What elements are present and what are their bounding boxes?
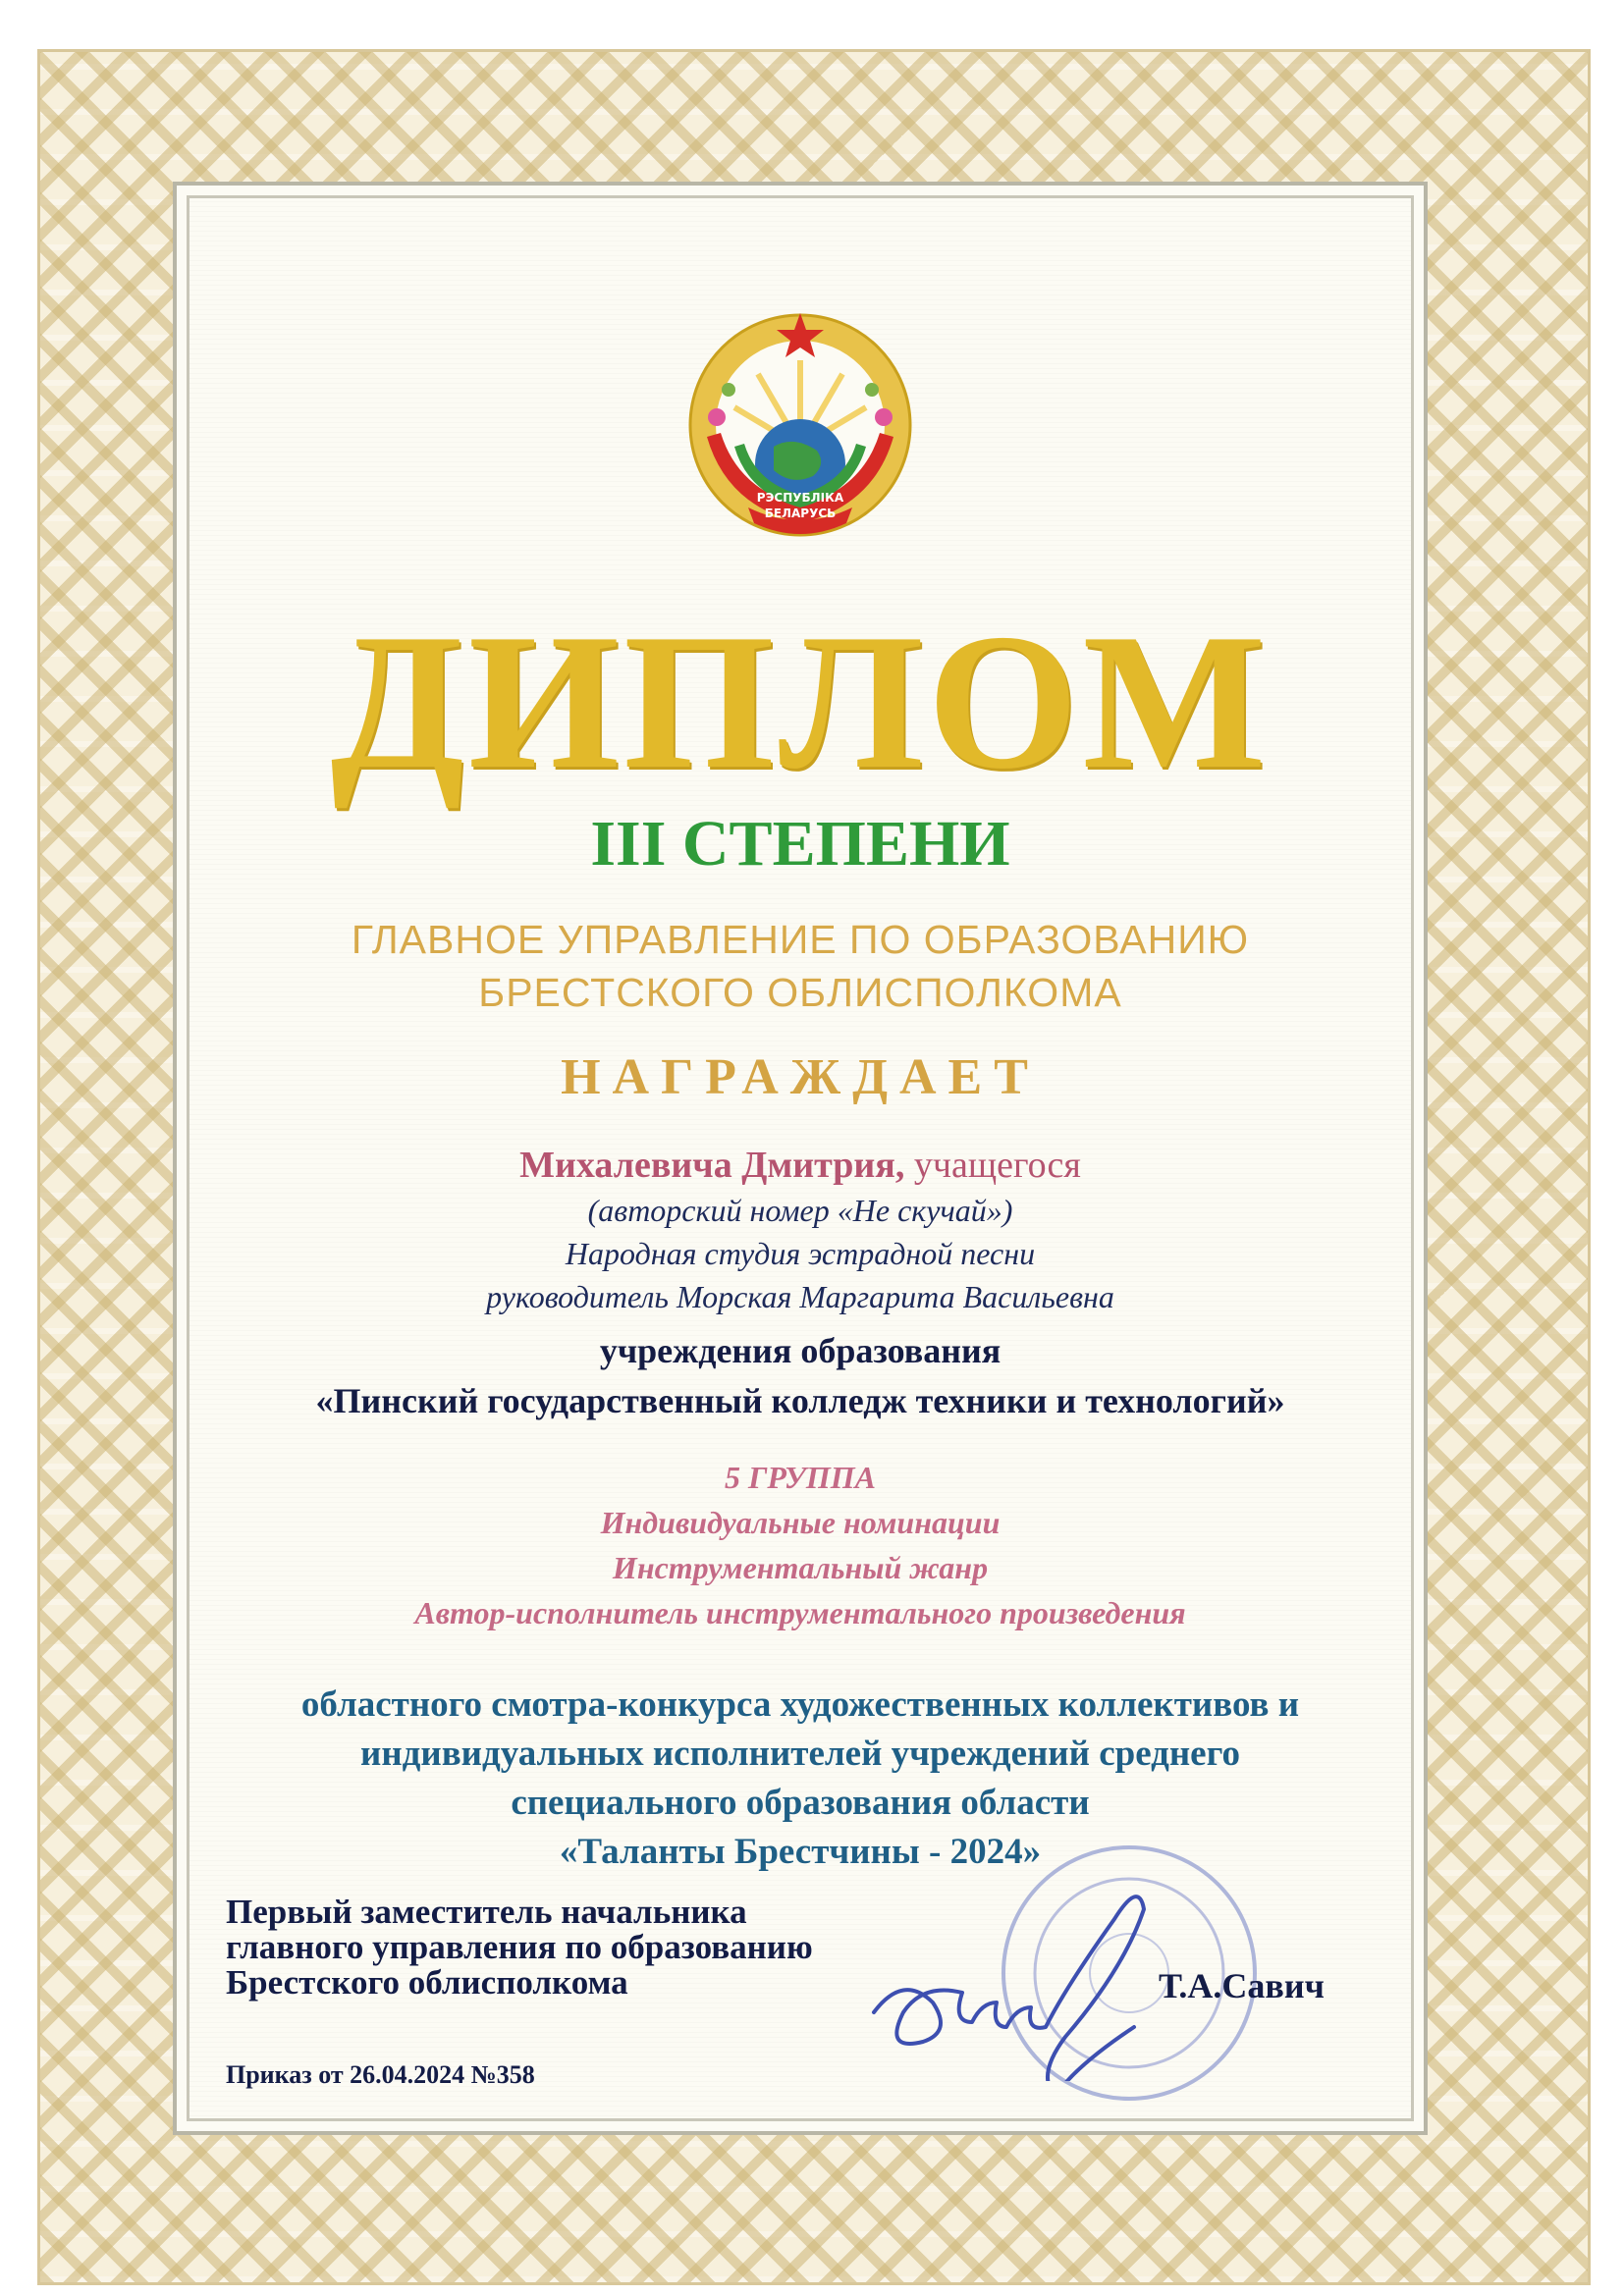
order-reference: Приказ от 26.04.2024 №358 xyxy=(226,2060,535,2089)
emblem-ribbon-text-1: РЭСПУБЛІКА xyxy=(756,491,844,505)
signer-name: Т.А.Савич xyxy=(1159,1966,1325,2005)
recipient-name: Михалевича Дмитрия, xyxy=(519,1145,905,1186)
awarding-organization xyxy=(173,913,1428,1019)
signer-position-line-2: главного управления по образованию xyxy=(226,1928,813,1966)
contest-line-1: областного смотра-конкурса художественных коллективов и xyxy=(300,1684,1300,1725)
nomination-title: Автор-исполнитель инструментального произведения xyxy=(414,1595,1186,1630)
recipient-line xyxy=(173,1144,1428,1187)
institution-label: учреждения образования xyxy=(599,1331,1001,1370)
belarus-coat-of-arms-icon xyxy=(677,299,923,545)
nomination-group: 5 ГРУППА xyxy=(725,1460,876,1495)
contest-line-2: индивидуальных исполнителей учреждений среднего xyxy=(360,1734,1240,1774)
signer-position xyxy=(226,1895,1011,2001)
recipient-studio: Народная студия эстрадной песни xyxy=(565,1236,1036,1271)
signer-position-line-3: Брестского облисполкома xyxy=(226,1963,628,2002)
awards-heading: НАГРАЖДАЕТ xyxy=(561,1049,1040,1105)
diploma-degree: III СТЕПЕНИ xyxy=(590,808,1010,880)
recipient-role: учащегося xyxy=(904,1145,1081,1186)
nomination-category: Индивидуальные номинации xyxy=(600,1505,1001,1540)
emblem-ribbon-text-2: БЕЛАРУСЬ xyxy=(764,507,837,520)
organization-line-1: ГЛАВНОЕ УПРАВЛЕНИЕ ПО ОБРАЗОВАНИЮ xyxy=(351,917,1250,962)
contest-line-4: «Таланты Брестчины - 2024» xyxy=(559,1832,1042,1872)
contest-line-3: специального образования области xyxy=(511,1783,1090,1823)
recipient-supervisor: руководитель Морская Маргарита Васильевна xyxy=(486,1279,1114,1314)
organization-line-2: БРЕСТСКОГО ОБЛИСПОЛКОМА xyxy=(478,970,1122,1015)
nomination-genre: Инструментальный жанр xyxy=(612,1550,989,1585)
diploma-title: ДИПЛОМ xyxy=(330,594,1271,809)
signer-position-line-1: Первый заместитель начальника xyxy=(226,1893,747,1931)
institution-name: «Пинский государственный колледж техники и технологий» xyxy=(315,1381,1285,1420)
recipient-work: (авторский номер «Не скучай») xyxy=(587,1193,1013,1228)
